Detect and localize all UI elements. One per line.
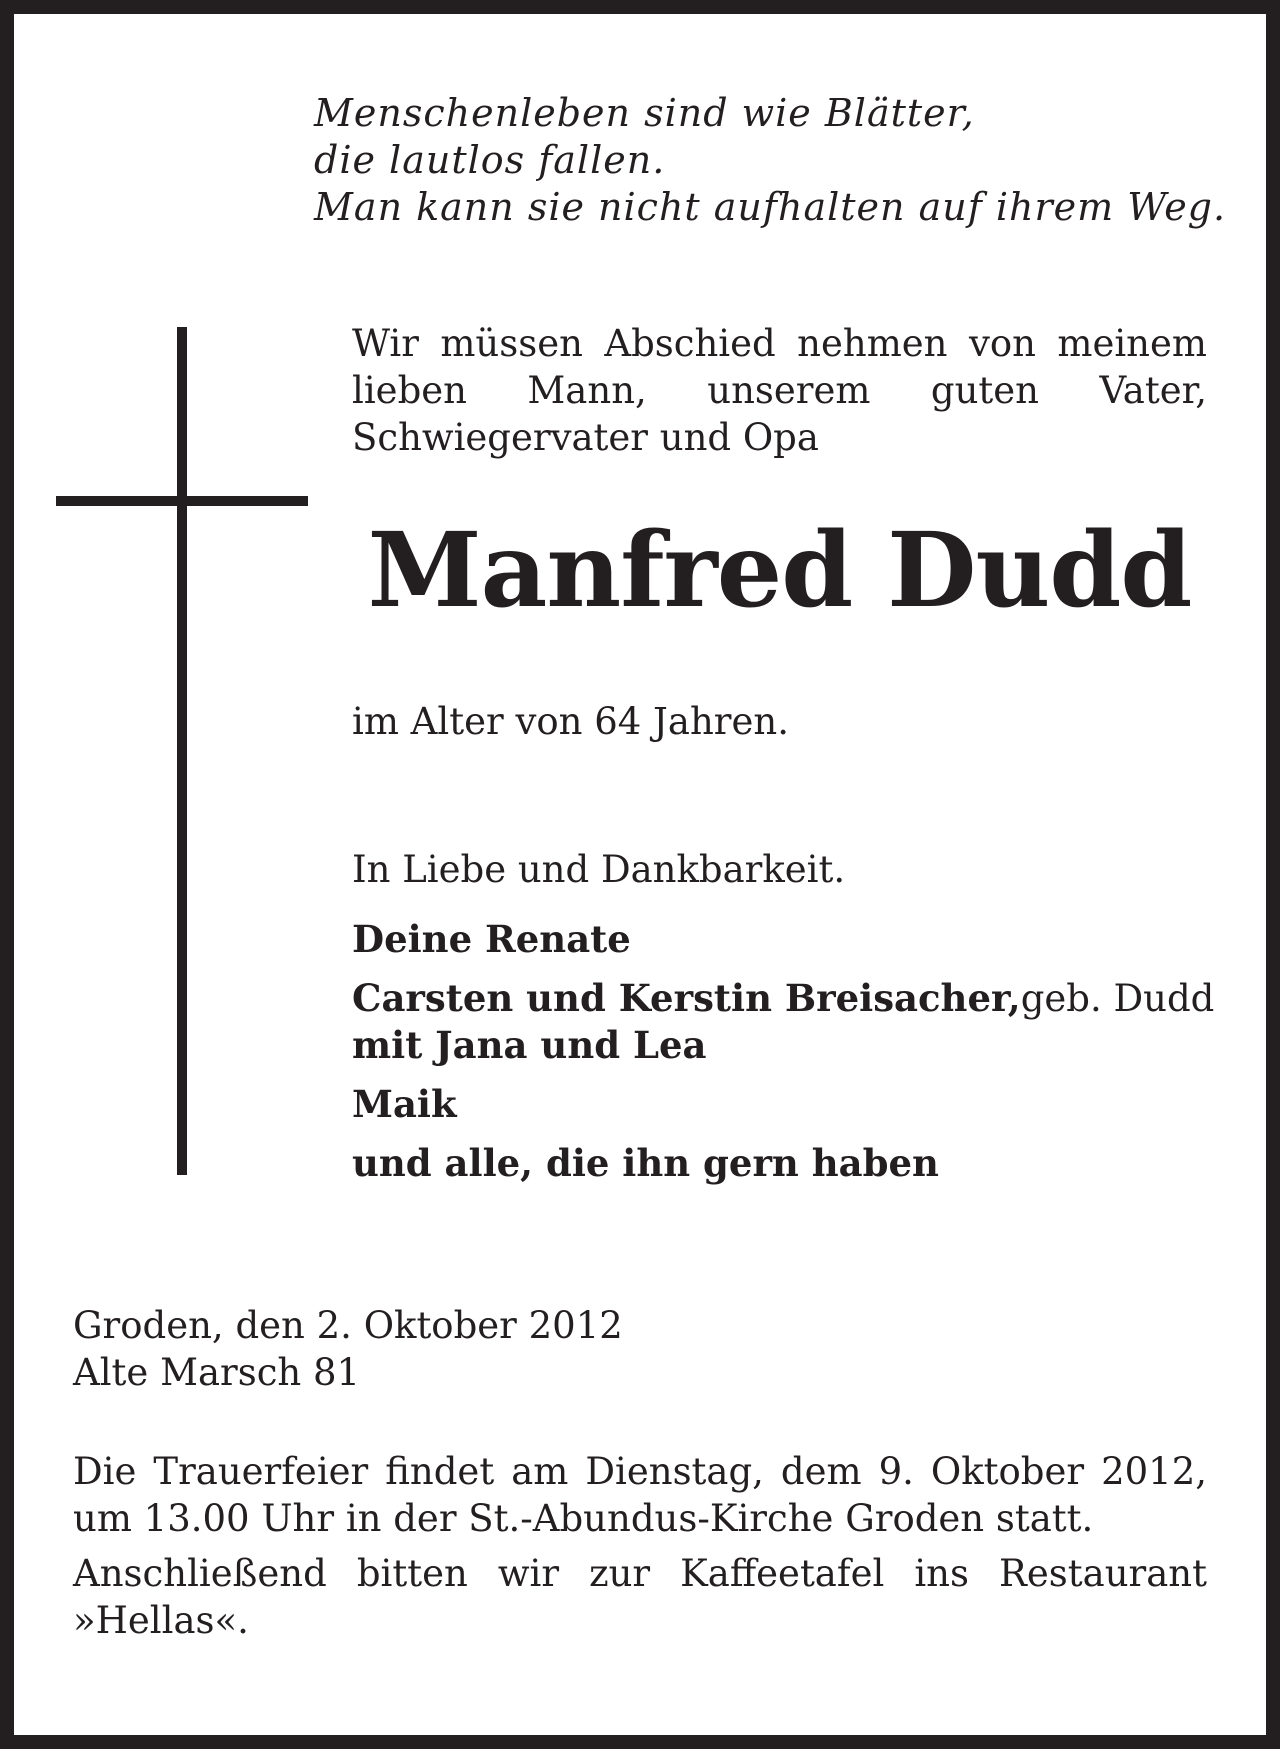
service-paragraph-1 — [73, 1448, 1207, 1542]
intro-text — [352, 320, 1207, 461]
motto-line-2: die lautlos fallen. — [314, 138, 666, 182]
service-line-2: um 13.00 Uhr in der St.-Abundus-Kirche Groden statt. — [73, 1497, 1094, 1540]
place-address — [73, 1302, 623, 1396]
motto-line-1: Menschenleben sind wie Blätter, — [314, 91, 975, 135]
signer-wife — [352, 916, 1207, 963]
signer-others — [352, 1140, 1207, 1187]
motto-line-3: Man kann sie nicht aufhalten auf ihrem Weg. — [314, 185, 1227, 229]
intro-line-3: Schwiegervater und Opa — [352, 416, 819, 459]
cross-vertical-bar — [177, 327, 187, 1175]
intro-line-2 — [352, 367, 1207, 414]
age-line: im Alter von 64 Jahren. — [352, 700, 789, 743]
intro-line-1-text: Wir müssen Abschied nehmen von meinem — [352, 322, 1207, 365]
service-info — [73, 1448, 1207, 1644]
service-line-3: Anschließend bitten wir zur Kaffeetafel ins Restaurant — [73, 1552, 1207, 1595]
address: Alte Marsch 81 — [73, 1351, 361, 1394]
service-paragraph-2 — [73, 1550, 1207, 1644]
signer-grandchildren — [352, 1022, 1207, 1069]
signer-son — [352, 1081, 1207, 1128]
intro-line-2-text: lieben Mann, unserem guten Vater, — [352, 369, 1207, 412]
signer-others-text: und alle, die ihn gern haben — [352, 1141, 939, 1185]
signer-children — [352, 975, 1215, 1022]
love-line: In Liebe und Dankbarkeit. — [352, 848, 846, 891]
deceased-name: Manfred Dudd — [367, 510, 1192, 631]
service-line-1: Die Trauerfeier findet am Dienstag, dem 9. Oktober 2012, — [73, 1450, 1207, 1493]
cross-horizontal-bar — [56, 496, 308, 506]
signer-wife-text: Deine Renate — [352, 917, 631, 961]
motto-verse — [314, 90, 1227, 231]
place-date: Groden, den 2. Oktober 2012 — [73, 1304, 623, 1347]
signer-grandchildren-text: mit Jana und Lea — [352, 1023, 707, 1067]
signer-son-text: Maik — [352, 1082, 457, 1126]
signer-children-note: geb. Dudd — [1020, 977, 1215, 1020]
intro-line-1 — [352, 320, 1207, 367]
signers-block — [352, 916, 1215, 1187]
signer-children-names: Carsten und Kerstin Breisacher, — [352, 976, 1021, 1020]
service-line-4: »Hellas«. — [73, 1599, 249, 1642]
